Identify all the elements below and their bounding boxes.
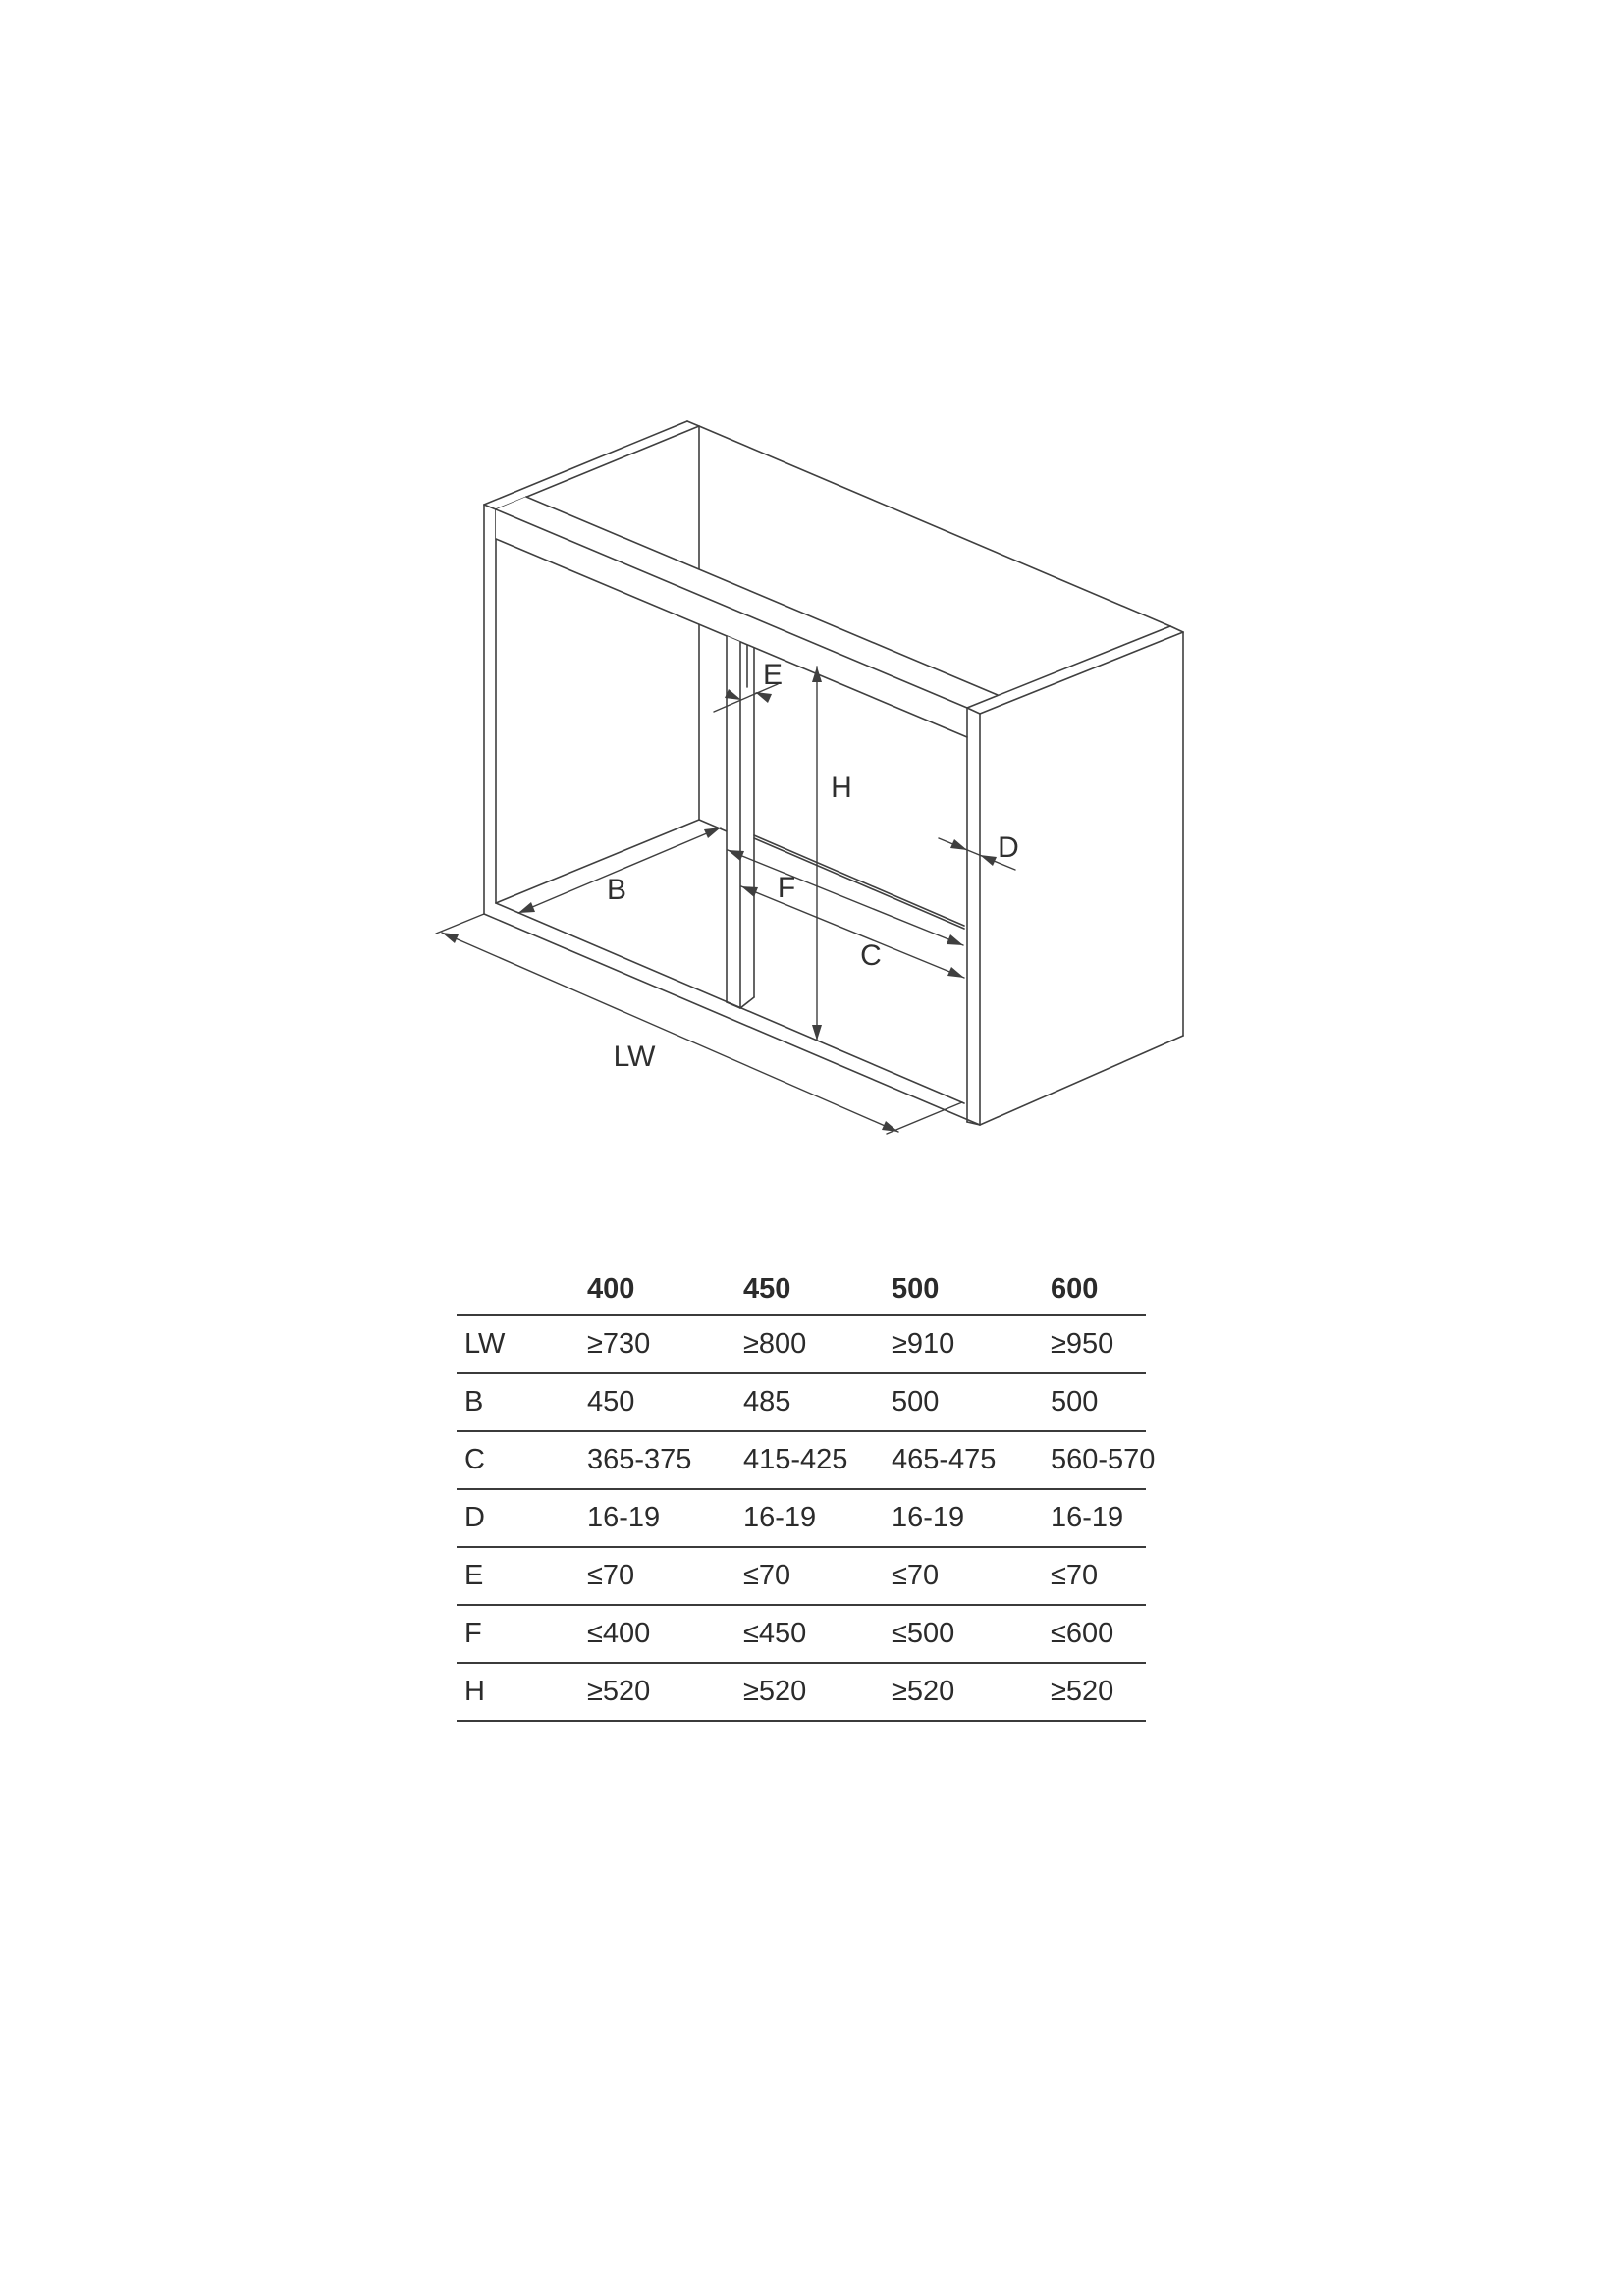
column-header-500: 500 <box>892 1273 940 1305</box>
cell: 465-475 <box>892 1444 997 1475</box>
cell: 16-19 <box>1051 1502 1124 1533</box>
lw-arrowhead-left <box>442 933 459 943</box>
table-header-row <box>457 1264 1146 1316</box>
dim-lw <box>436 914 962 1134</box>
b-arrowhead-right <box>704 828 721 838</box>
cell: 16-19 <box>743 1502 817 1533</box>
cell: 16-19 <box>892 1502 965 1533</box>
label-h: H <box>831 772 852 804</box>
cell: 485 <box>743 1386 791 1417</box>
cell: 560-570 <box>1051 1444 1156 1475</box>
c-arrowhead-right <box>947 967 964 978</box>
label-lw: LW <box>613 1041 656 1073</box>
cell: ≤70 <box>743 1560 791 1591</box>
cell: 365-375 <box>587 1444 692 1475</box>
cell: ≤70 <box>1051 1560 1099 1591</box>
cell: ≤500 <box>892 1618 955 1649</box>
label-e: E <box>762 659 784 691</box>
label-c: C <box>860 939 882 972</box>
c-arrowhead-left <box>741 886 758 897</box>
cell: ≥520 <box>892 1676 955 1707</box>
column-header-600: 600 <box>1051 1273 1099 1305</box>
row-label: B <box>464 1386 484 1417</box>
cell: ≥520 <box>1051 1676 1114 1707</box>
table-row-c <box>457 1432 1156 1490</box>
dim-h <box>812 667 822 1041</box>
cell: 450 <box>587 1386 635 1417</box>
row-label: C <box>464 1444 485 1475</box>
top-front-rail <box>496 497 998 737</box>
f-arrowhead-right <box>947 934 963 945</box>
dimension-annotations <box>436 667 1015 1134</box>
cell: ≤70 <box>892 1560 940 1591</box>
row-label: F <box>464 1618 482 1649</box>
row-label: LW <box>464 1328 506 1360</box>
table-row-lw <box>457 1316 1146 1374</box>
table-row-d <box>457 1490 1146 1548</box>
row-label: D <box>464 1502 485 1533</box>
b-arrowhead-left <box>518 902 535 913</box>
cell: ≥950 <box>1051 1328 1114 1360</box>
label-d: D <box>998 831 1019 864</box>
cell: ≥730 <box>587 1328 651 1360</box>
table-row-f <box>457 1606 1146 1664</box>
cell: ≥520 <box>743 1676 807 1707</box>
column-header-450: 450 <box>743 1273 791 1305</box>
cell: ≤70 <box>587 1560 635 1591</box>
lw-arrowhead-right <box>882 1121 898 1132</box>
cell: 415-425 <box>743 1444 848 1475</box>
cell: ≤600 <box>1051 1618 1114 1649</box>
table-row-h <box>457 1664 1146 1722</box>
dimension-table <box>457 1264 1156 1722</box>
f-dimension-line <box>728 850 963 945</box>
e-arrowhead-right <box>755 692 772 703</box>
table-row-e <box>457 1548 1146 1606</box>
lw-dimension-line <box>442 933 898 1132</box>
column-header-400: 400 <box>587 1273 635 1305</box>
cell: ≥910 <box>892 1328 955 1360</box>
dim-f <box>728 850 963 945</box>
lw-extension-line-left <box>436 914 484 934</box>
top-back-edge <box>699 426 1170 626</box>
d-arrowhead-left <box>950 839 967 850</box>
label-f: F <box>777 872 796 904</box>
cell: ≤450 <box>743 1618 807 1649</box>
cell: ≥800 <box>743 1328 807 1360</box>
cell: 16-19 <box>587 1502 661 1533</box>
right-side-panel <box>967 626 1183 1125</box>
cell: 500 <box>892 1386 940 1417</box>
label-b: B <box>606 874 627 906</box>
cell: ≤400 <box>587 1618 651 1649</box>
cell: 500 <box>1051 1386 1099 1417</box>
cell: ≥520 <box>587 1676 651 1707</box>
lw-extension-line-right <box>887 1102 962 1134</box>
row-label: H <box>464 1676 485 1707</box>
row-label: E <box>464 1560 484 1591</box>
table-row-b <box>457 1374 1146 1432</box>
